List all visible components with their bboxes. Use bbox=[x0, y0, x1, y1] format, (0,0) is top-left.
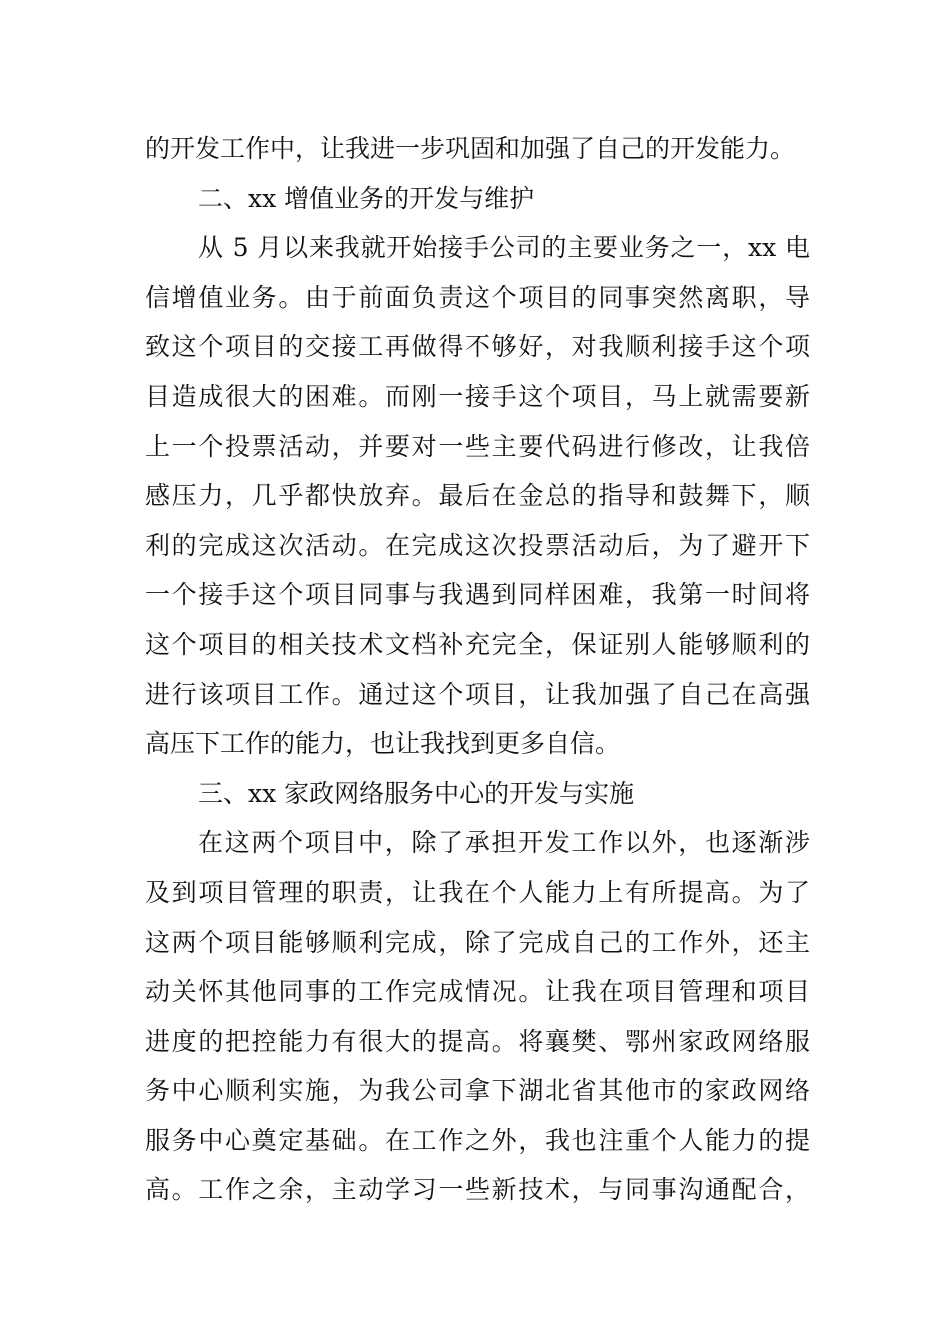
text-line: 感压力，几乎都快放弃。最后在金总的指导和鼓舞下，顺 bbox=[145, 481, 810, 511]
text-line: 服务中心奠定基础。在工作之外，我也注重个人能力的提 bbox=[145, 1125, 810, 1155]
text-line: 上一个投票活动，并要对一些主要代码进行修改，让我倍 bbox=[145, 431, 810, 461]
text-line: 致这个项目的交接工再做得不够好，对我顺利接手这个项 bbox=[145, 332, 810, 362]
text-line: 利的完成这次活动。在完成这次投票活动后，为了避开下 bbox=[145, 530, 810, 560]
text-line: 的开发工作中，让我进一步巩固和加强了自己的开发能力。 bbox=[145, 134, 796, 163]
text-line: 高压下工作的能力，也让我找到更多自信。 bbox=[145, 729, 621, 759]
text-line: 动关怀其他同事的工作完成情况。让我在项目管理和项目 bbox=[145, 977, 810, 1007]
text-line: 从 5 月以来我就开始接手公司的主要业务之一，xx 电 bbox=[198, 233, 810, 263]
text-line: 三、xx 家政网络服务中心的开发与实施 bbox=[198, 778, 635, 808]
text-line: 进度的把控能力有很大的提高。将襄樊、鄂州家政网络服 bbox=[145, 1026, 810, 1056]
text-line: 务中心顺利实施，为我公司拿下湖北省其他市的家政网络 bbox=[145, 1076, 810, 1106]
document-body bbox=[145, 124, 810, 1215]
text-line: 信增值业务。由于前面负责这个项目的同事突然离职，导 bbox=[145, 282, 810, 312]
text-line: 一个接手这个项目同事与我遇到同样困难，我第一时间将 bbox=[145, 580, 810, 610]
text-line: 二、xx 增值业务的开发与维护 bbox=[198, 183, 535, 213]
text-line: 进行该项目工作。通过这个项目，让我加强了自己在高强 bbox=[145, 679, 810, 709]
text-line: 在这两个项目中，除了承担开发工作以外，也逐渐涉 bbox=[198, 828, 810, 858]
text-line: 及到项目管理的职责，让我在个人能力上有所提高。为了 bbox=[145, 877, 810, 907]
text-line: 这两个项目能够顺利完成，除了完成自己的工作外，还主 bbox=[145, 927, 810, 957]
text-line: 高。工作之余，主动学习一些新技术，与同事沟通配合， bbox=[145, 1175, 810, 1205]
text-line: 这个项目的相关技术文档补充完全，保证别人能够顺利的 bbox=[145, 629, 810, 659]
text-line: 目造成很大的困难。而刚一接手这个项目，马上就需要新 bbox=[145, 381, 810, 411]
